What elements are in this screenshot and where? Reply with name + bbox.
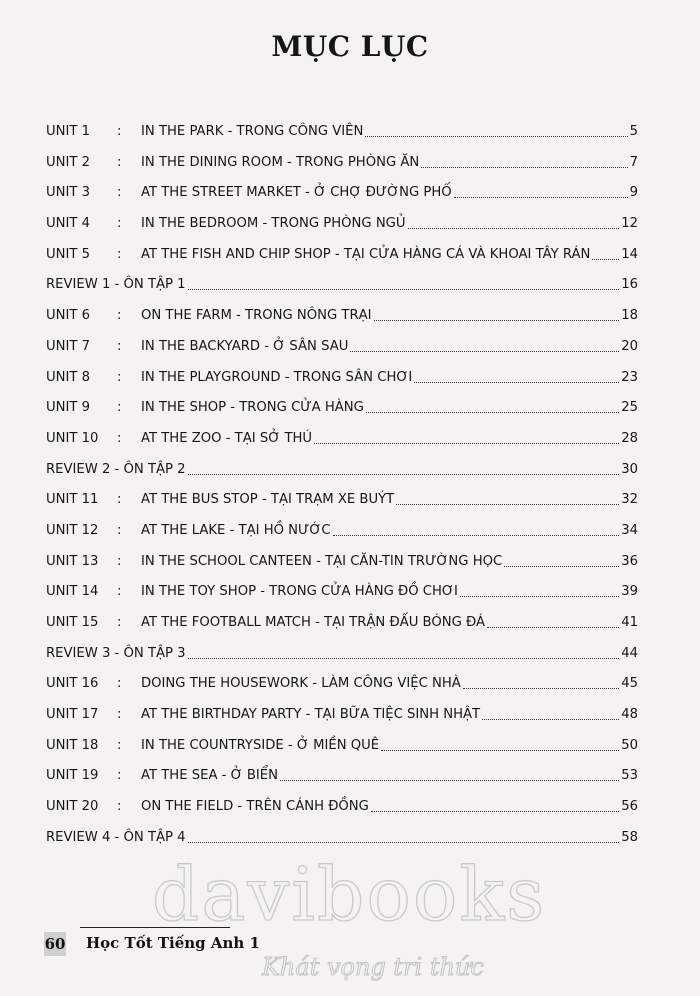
toc-entry-title: AT THE ZOO - TẠI SỞ THÚ (141, 430, 313, 446)
toc-entry-title: ON THE FARM - TRONG NÔNG TRẠI (141, 308, 372, 324)
toc-entry-page-number: 14 (621, 246, 638, 262)
toc-dot-leader (592, 246, 619, 260)
toc-entry-title: AT THE FISH AND CHIP SHOP - TẠI CỬA HÀNG CÁ VÀ KHOAI TÂY RÁN (141, 246, 591, 262)
toc-dot-leader (381, 737, 619, 751)
toc-entry-separator: : (117, 338, 122, 354)
toc-review-row (46, 461, 638, 492)
page-title: MỤC LỤC (271, 30, 429, 63)
toc-dot-leader (188, 829, 620, 843)
toc-entry-title: ON THE FIELD - TRÊN CÁNH ĐỒNG (141, 799, 369, 815)
toc-unit-row (46, 737, 638, 768)
toc-entry-label: UNIT 11 (46, 492, 99, 508)
toc-dot-leader (365, 123, 627, 137)
watermark-brand: davibooks (152, 852, 547, 938)
toc-entry-title: AT THE STREET MARKET - Ở CHỢ ĐƯỜNG PHỐ (141, 185, 452, 201)
toc-entry-title: AT THE FOOTBALL MATCH - TẠI TRẬN ĐẤU BÓNG ĐÁ (141, 615, 486, 630)
toc-entry-title: IN THE SHOP - TRONG CỬA HÀNG (141, 400, 364, 416)
toc-dot-leader (421, 154, 627, 168)
toc-entry-label: UNIT 5 (46, 246, 91, 262)
toc-entry-label: REVIEW 4 - ÔN TẬP 4 (46, 829, 186, 845)
toc-dot-leader (188, 276, 620, 290)
toc-entry-title: AT THE BUS STOP - TẠI TRẠM XE BUÝT (141, 492, 395, 508)
toc-dot-leader (487, 614, 619, 628)
toc-entry-page-number: 9 (629, 185, 638, 201)
toc-entry-page-number: 41 (621, 615, 638, 630)
toc-entry-label: UNIT 16 (46, 676, 99, 692)
toc-dot-leader (350, 338, 619, 352)
toc-entry-title: IN THE PLAYGROUND - TRONG SÂN CHƠI (141, 369, 413, 385)
toc-entry-separator: : (117, 185, 122, 201)
toc-entry-page-number: 23 (621, 369, 638, 385)
toc-entry-page-number: 45 (621, 676, 638, 692)
toc-entry-label: REVIEW 2 - ÔN TẬP 2 (46, 461, 186, 477)
toc-entry-title: IN THE COUNTRYSIDE - Ở MIỀN QUÊ (141, 737, 380, 753)
toc-dot-leader (463, 675, 619, 689)
toc-unit-row (46, 522, 638, 553)
toc-entry-label: UNIT 9 (46, 400, 91, 416)
toc-dot-leader (280, 767, 619, 781)
toc-unit-row (46, 491, 638, 522)
toc-entry-title: AT THE SEA - Ở BIỂN (141, 768, 278, 784)
toc-entry-page-number: 50 (621, 737, 638, 753)
toc-entry-separator: : (117, 308, 122, 324)
toc-dot-leader (396, 491, 619, 505)
toc-entry-label: UNIT 8 (46, 369, 91, 385)
toc-entry-label: UNIT 17 (46, 707, 99, 723)
toc-entry-title: IN THE TOY SHOP - TRONG CỬA HÀNG ĐỒ CHƠI (141, 584, 458, 600)
toc-entry-separator: : (117, 676, 122, 692)
toc-entry-title: IN THE SCHOOL CANTEEN - TẠI CĂN-TIN TRƯỜNG HỌC (141, 553, 503, 569)
toc-unit-row (46, 583, 638, 614)
toc-unit-row (46, 246, 638, 277)
toc-entry-separator: : (117, 246, 122, 262)
toc-dot-leader (460, 583, 619, 597)
toc-entry-label: UNIT 3 (46, 185, 91, 201)
toc-entry-page-number: 25 (621, 400, 638, 416)
toc-dot-leader (371, 798, 619, 812)
toc-entry-separator: : (117, 430, 122, 446)
toc-entry-page-number: 30 (621, 461, 638, 477)
toc-entry-page-number: 36 (621, 553, 638, 569)
toc-dot-leader (408, 215, 620, 229)
toc-entry-separator: : (117, 216, 122, 232)
toc-dot-leader (314, 430, 619, 444)
toc-entry-page-number: 56 (621, 799, 638, 815)
toc-dot-leader (504, 553, 619, 567)
toc-entry-page-number: 16 (621, 277, 638, 293)
toc-review-row (46, 276, 638, 307)
toc-unit-row (46, 184, 638, 215)
toc-entry-page-number: 7 (629, 154, 638, 170)
toc-entry-title: AT THE BIRTHDAY PARTY - TẠI BỮA TIỆC SINH NHẬT (141, 707, 481, 723)
watermark-slogan: Khát vọng tri thức (262, 953, 484, 981)
toc-entry-title: AT THE LAKE - TẠI HỒ NƯỚC (141, 522, 331, 538)
toc-entry-separator: : (117, 737, 122, 753)
toc-dot-leader (366, 399, 619, 413)
toc-unit-row (46, 123, 638, 154)
toc-unit-row (46, 798, 638, 829)
table-of-contents (46, 123, 638, 860)
toc-entry-label: UNIT 4 (46, 216, 91, 232)
toc-entry-label: UNIT 19 (46, 768, 99, 784)
toc-unit-row (46, 553, 638, 584)
toc-entry-separator: : (117, 369, 122, 385)
toc-entry-title: IN THE DINING ROOM - TRONG PHÒNG ĂN (141, 154, 420, 170)
toc-unit-row (46, 215, 638, 246)
toc-dot-leader (374, 307, 620, 321)
footer-book-title: Học Tốt Tiếng Anh 1 (86, 934, 260, 952)
toc-dot-leader (188, 461, 620, 475)
toc-unit-row (46, 307, 638, 338)
toc-entry-title: DOING THE HOUSEWORK - LÀM CÔNG VIỆC NHÀ (141, 676, 461, 692)
toc-entry-separator: : (117, 768, 122, 784)
toc-entry-separator: : (117, 615, 122, 630)
toc-entry-label: UNIT 1 (46, 124, 91, 139)
toc-entry-page-number: 44 (621, 645, 638, 661)
toc-unit-row (46, 154, 638, 185)
toc-dot-leader (333, 522, 620, 536)
toc-entry-label: UNIT 20 (46, 799, 99, 815)
toc-entry-page-number: 32 (621, 492, 638, 508)
toc-unit-row (46, 767, 638, 798)
toc-entry-page-number: 53 (621, 768, 638, 784)
toc-entry-title: IN THE PARK - TRONG CÔNG VIÊN (141, 124, 364, 139)
toc-entry-separator: : (117, 522, 122, 538)
toc-entry-label: UNIT 13 (46, 553, 99, 569)
toc-dot-leader (414, 369, 619, 383)
toc-entry-page-number: 39 (621, 584, 638, 600)
toc-review-row (46, 645, 638, 676)
toc-entry-label: UNIT 7 (46, 338, 91, 354)
toc-entry-page-number: 12 (621, 216, 638, 232)
toc-entry-label: UNIT 2 (46, 154, 91, 170)
toc-entry-separator: : (117, 799, 122, 815)
toc-entry-label: UNIT 18 (46, 737, 99, 753)
toc-entry-page-number: 5 (629, 124, 638, 139)
toc-unit-row (46, 338, 638, 369)
toc-dot-leader (188, 645, 620, 659)
toc-entry-separator: : (117, 584, 122, 600)
toc-entry-page-number: 28 (621, 430, 638, 446)
toc-unit-row (46, 614, 638, 645)
toc-dot-leader (454, 184, 628, 198)
toc-entry-label: UNIT 12 (46, 522, 99, 538)
toc-entry-separator: : (117, 553, 122, 569)
toc-unit-row (46, 430, 638, 461)
toc-entry-label: REVIEW 1 - ÔN TẬP 1 (46, 277, 186, 293)
toc-entry-label: UNIT 10 (46, 430, 99, 446)
toc-entry-separator: : (117, 400, 122, 416)
toc-entry-page-number: 34 (621, 522, 638, 538)
toc-unit-row (46, 706, 638, 737)
toc-unit-row (46, 369, 638, 400)
toc-entry-title: IN THE BEDROOM - TRONG PHÒNG NGỦ (141, 216, 406, 232)
toc-entry-title: IN THE BACKYARD - Ở SÂN SAU (141, 338, 349, 354)
toc-entry-label: UNIT 6 (46, 308, 91, 324)
toc-entry-separator: : (117, 707, 122, 723)
toc-entry-page-number: 20 (621, 338, 638, 354)
toc-entry-separator: : (117, 492, 122, 508)
toc-entry-label: UNIT 14 (46, 584, 99, 600)
toc-dot-leader (482, 706, 619, 720)
toc-entry-page-number: 58 (621, 829, 638, 845)
toc-entry-separator: : (117, 124, 122, 139)
toc-entry-page-number: 48 (621, 707, 638, 723)
toc-unit-row (46, 675, 638, 706)
footer-page-number: 60 (44, 932, 66, 956)
toc-entry-label: REVIEW 3 - ÔN TẬP 3 (46, 645, 186, 661)
toc-entry-page-number: 18 (621, 308, 638, 324)
toc-unit-row (46, 399, 638, 430)
toc-entry-label: UNIT 15 (46, 615, 99, 630)
toc-entry-separator: : (117, 154, 122, 170)
